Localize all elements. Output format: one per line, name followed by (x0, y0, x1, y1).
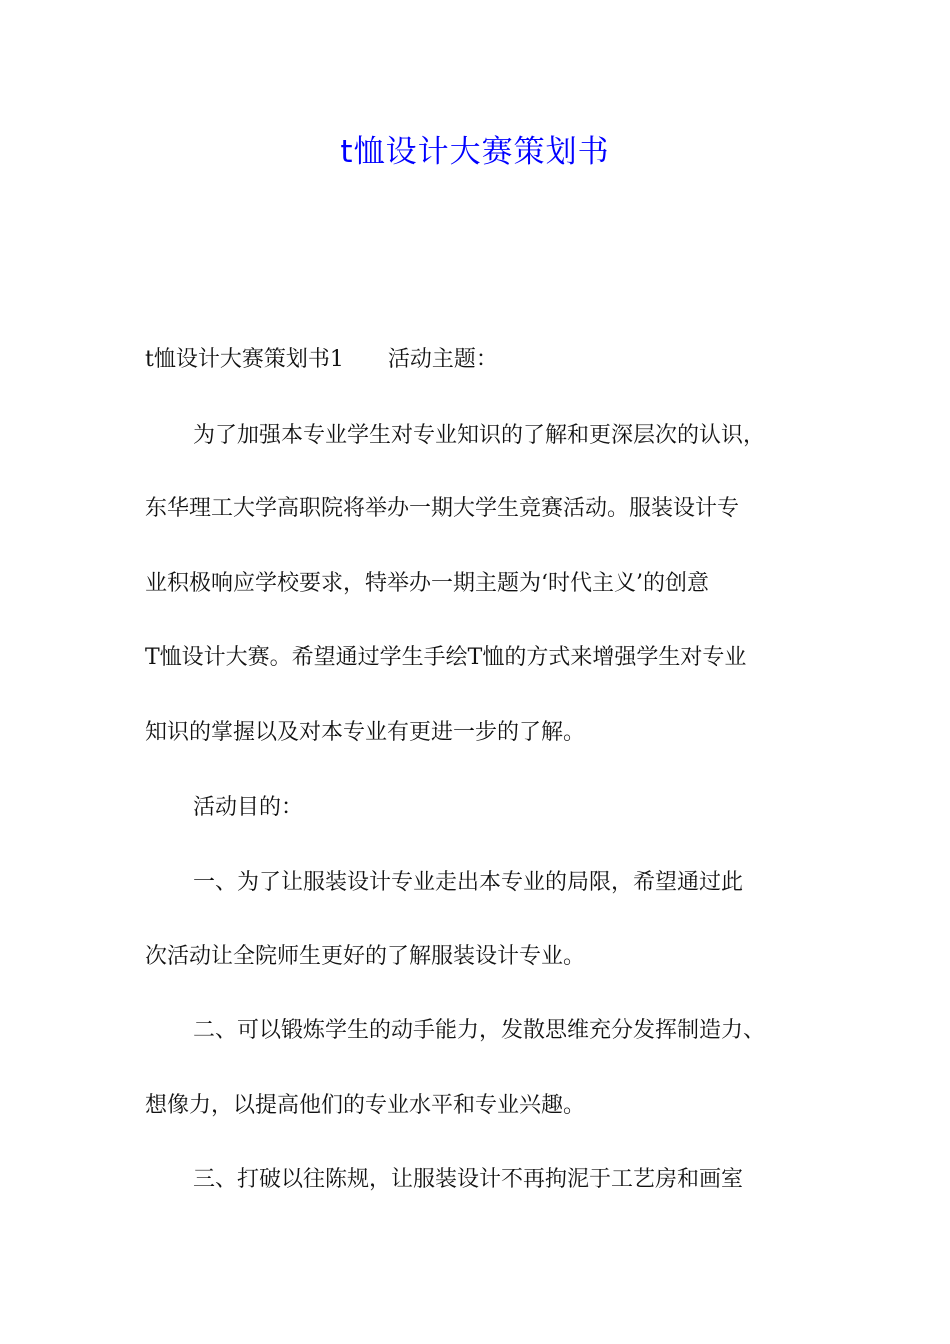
body-line: 知识的掌握以及对本专业有更进一步的了解。 (145, 720, 586, 745)
heading-line-left: t恤设计大赛策划书1 (145, 347, 344, 372)
body-line: 为了加强本专业学生对专业知识的了解和更深层次的认识， (193, 423, 766, 448)
body-line: 三、打破以往陈规，让服装设计不再拘泥于工艺房和画室 (193, 1167, 744, 1192)
document-title: t恤设计大赛策划书 (340, 134, 610, 170)
body-line: 次活动让全院师生更好的了解服装设计专业。 (145, 944, 586, 969)
body-line: 业积极响应学校要求，特举办一期主题为‘时代主义’的创意 (145, 571, 709, 596)
body-line: 活动目的： (193, 795, 304, 820)
body-line: 想像力，以提高他们的专业水平和专业兴趣。 (145, 1093, 586, 1118)
body-line: 一、为了让服装设计专业走出本专业的局限，希望通过此 (193, 870, 744, 895)
heading-line-right: 活动主题： (387, 347, 498, 372)
body-line: 东华理工大学高职院将举办一期大学生竞赛活动。服装设计专 (145, 496, 740, 521)
heading-line (145, 343, 825, 377)
body-line: T恤设计大赛。希望通过学生手绘T恤的方式来增强学生对专业 (145, 645, 747, 670)
body-line: 二、可以锻炼学生的动手能力，发散思维充分发挥制造力、 (193, 1018, 766, 1043)
